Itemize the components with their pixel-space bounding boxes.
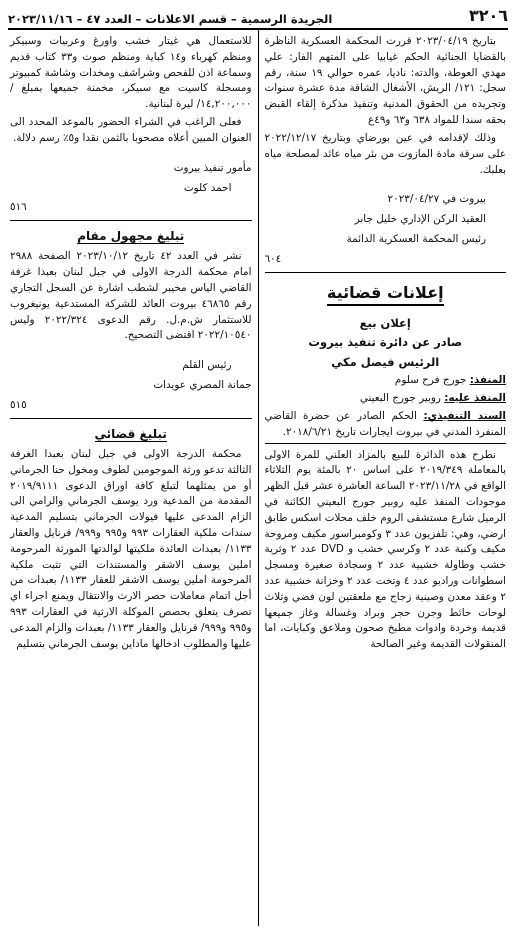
notice1-body: نشر في العدد ٤٢ تاريخ ٢٠٢٣/١٠/١٢ الصفحة ٢٩٨٨ امام محكمة الدرجة الاولى في جبل لبنان بعبدا غرفة القاضي الياس مخيبر لشطب اشارة عن السجل التجاري رقم ٤٦٨٦٥ بيروت العائد للشركة المستدعية يونيغروب للاستثمار ش.م.ل. رقم الدعوى ٢٠٢٢/٣٢٤ وليس ٢٠٢٢/١٠٥٤٠ اقتضى التصحيح.	[10, 250, 252, 342]
notice2-body: محكمة الدرجة الاولى في جبل لبنان بعبدا الغرفة الثالثة تدعو ورثة الموجومين لطوف ومخول حنا الجرماني أو من يمثلهما لتبلغ كافة اوراق الدعوى ٢٠١٩/٩١١١ المقدمة من المدعية ورد يوسف الجرماني والرامي الى الزام المدعى عليها فيولات الجرماني بتسليم المدعية سندات ملكية العقارات ٩٩٣ و٩٩٥ و٩٩٩/ قرنايل والعقار ١١٣٣/ بعبدات العائدة ملكيتها لوالدتها المورثة المرحومة املين يوسف الاشقر والمستندات التي تثبت ملكية المرحومة املين يوسف الاشقر للعقار ١١٣٣/ بعبدات من أجل اتمام معاملات حصر الارث والانتقال ويمنع اجراء اي تصرف يتعلق بحصص الموكلة الارثية في العقارات ٩٩٣ و٩٩٥ و٩٩٩/ قرنايل والعقار ١١٣٣/ بعبدات والزام المدعى عليها والمطلوب ادخالها ماداين يوسف الجرماني بتسليم	[10, 447, 252, 650]
notice-subtitle: صادر عن دائرة تنفيذ بيروت	[308, 335, 463, 350]
notice-number-516: ٥١٦	[10, 201, 27, 214]
publication-line: الجريدة الرسمية – قسم الاعلانات – العدد ٤٧ – ٢٠٢٣/١١/١٦	[8, 11, 333, 26]
notice-number-515: ٥١٥	[10, 398, 27, 411]
executor-line: المنفذ: جورج فرح سلوم	[394, 374, 506, 387]
section-title: إعلانات قضائية	[265, 281, 507, 305]
divider	[10, 220, 252, 221]
sale-paragraph: نطرح هذه الدائرة للبيع بالمزاد العلني للمرة الاولى بالمعاملة ٢٠١٩/٣٤٩ على اساس ٢٠ بالمئة يوم الثلاثاء الواقع في ٢٠٢٣/١١/٢٨ الساعة العاشرة عشر قبل الظهر موجودات المنفذ عليه روبير جورج البعيني الكائنة في الرميل شارع مستشفى الروم خلف محلات اسكس طابق ارضي، وهي: تلفزيون عدد ٣ وكومبراسور مكيف ومروحة مكيف وكنبة عدد ٢ وكرسي خشب و DVD عدد ٢ وثرية خشب وطاولة خشبية عدد ٢ وسجادة صغيرة ومسجل اسطوانات وراديو عدد ٤ وتخت عدد ٢ وخزانة خشبية عدد ٢ وعقد معدن وصينية زجاج مع ملعقتين لون فضي وثلاث لوحات حائط وجرن حجر وبراد وغسالة وغاز جميعها قديمة وخردة وادوات مطبخ صحون وملاعق وكبايات، اما المنقولات القديمة وغير الصالحة	[264, 448, 507, 651]
notice-number-604: ٦٠٤	[264, 252, 282, 265]
military-verdict-paragraph: بتاريخ ٢٠٢٣/٠٤/١٩ قررت المحكمة العسكرية الناظرة بالقضايا الجنائية الحكم غيابيا على المتهم الفار: علي مهدي العوطة، والدته: ناديا، عمره حوالي ١٩ سنة، رقم سجل: ١٢١/ الريش، الأشغال الشاقة مدة عشرة سنوات وتجريده من الحقوق المدنية وتنفيذ مذكرة إلقاء القبض بحقه سندا للمواد ٦٣٨ و٦٣ و٤٩ع	[264, 35, 507, 127]
verdict-signer: العقيد الركن الإداري خليل جابر	[354, 213, 486, 226]
page-number: ٣٢٠٦	[468, 5, 508, 25]
right-column	[258, 30, 509, 926]
page-header	[8, 4, 508, 30]
divider	[265, 443, 507, 444]
notice-head: الرئيس فيصل مكي	[331, 354, 440, 369]
divider	[265, 272, 507, 273]
newspaper-page	[8, 4, 508, 930]
instrument-line: السند التنفيذي: الحكم الصادر عن حضرة القاضي المنفرد المدني في بيروت ايجارات تاريخ ٢٠١٨/٦/٢١.	[264, 409, 506, 438]
bailiff-title: مأمور تنفيذ بيروت	[173, 161, 252, 174]
verdict-date: بيروت في ٢٠٢٣/٠٤/٢٧	[387, 193, 486, 206]
notice1-title: تبليغ مجهول مقام	[77, 229, 185, 244]
divider	[10, 418, 252, 419]
notice1-sig-title: رئيس القلم	[182, 359, 232, 372]
executed-line: المنفذ عليه: روبير جورج البعيني	[359, 392, 506, 405]
notice1-sig-name: جمانة المصري عويدات	[153, 379, 252, 392]
sale-items-paragraph: للاستعمال هي غيتار خشب واورغ وعربيات وسبيكر ومنظم كهرباء و١٤ كباية ومنظم صوت و٣٣ كتاب قديم وسماعة اذن للفحص وشراشف ومخدات وشاشة كمبيوتر ومسجلة كاسيت مع سبيكر، مخمنة جميعها بمبلغ /١٤,٢٠٠,٠٠٠/ ليرة لبنانية.	[10, 35, 252, 111]
military-verdict-details: وذلك لإقدامه في عين بورضاي وبتاريخ ٢٠٢٢/١٢/١٧ على سرقة مادة المازوت من بئر مياه عائد لمصلحة مياه بعلبك.	[264, 131, 506, 176]
verdict-signer-title: رئيس المحكمة العسكرية الدائمة	[346, 232, 486, 245]
bailiff-name: احمد كلوت	[183, 181, 232, 194]
left-column	[8, 30, 258, 926]
notice2-title: تبليغ قضائي	[94, 426, 167, 441]
notice-title: إعلان بيع	[359, 315, 411, 330]
buyer-instructions: فعلى الراغب في الشراء الحضور بالموعد المحدد الى العنوان المبين أعلاه مصحوبا بالثمن نقدا و٥٪ رسم دلالة.	[10, 116, 252, 144]
columns	[8, 30, 508, 926]
